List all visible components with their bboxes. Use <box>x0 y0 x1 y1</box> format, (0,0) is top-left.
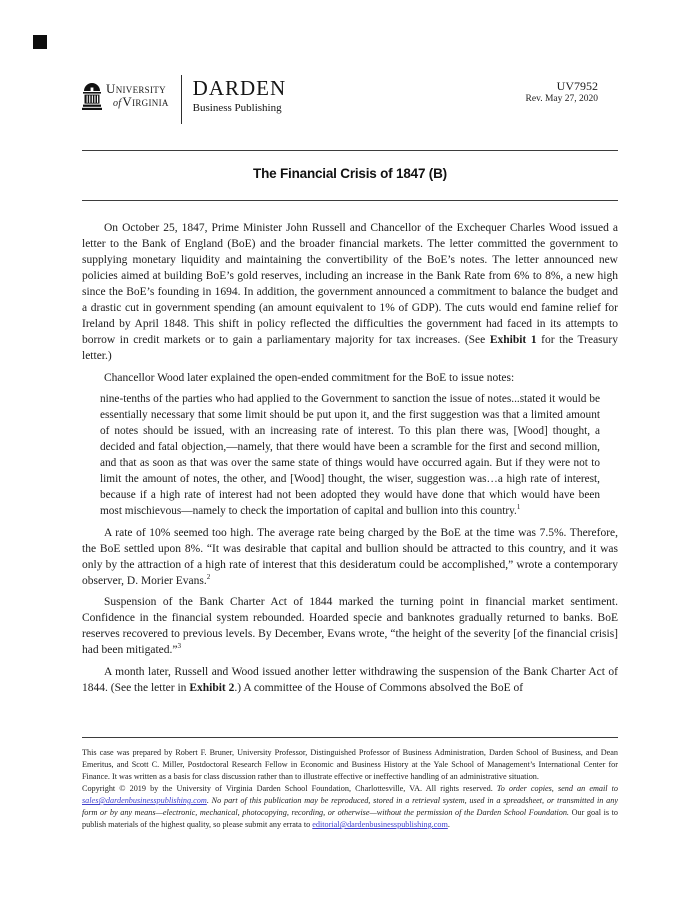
text-run: Chancellor Wood later explained the open-ended commitment for the BoE to issue notes: <box>104 371 515 384</box>
footnote-reference: 1 <box>516 503 521 512</box>
text-run: Copyright © 2019 by the University of Virginia Darden School Foundation, Charlottesville, VA. All rights reserved. <box>82 784 497 793</box>
text-run: . <box>447 820 450 829</box>
revision-date: Rev. May 27, 2020 <box>525 94 598 104</box>
text-run: nine-tenths of the parties who had applied to the Government to sanction the issue of notes...stated it would be essentially necessary that some limit should be put upon it, and the first suggestion was that a limited amount of notes should be issued, with an increasing rate of interest. To this plan there was, [Wood] thought, a decided and fatal objection,—namely, that there would have been a scramble for the first and second million, and that as soon as that was over the same state of things would have occurred again. But if they were not to limit the amount of notes, the other, and [Wood] thought, the wiser, suggestion was…a high rate of interest, because if a high rate of interest had not been adopted they would have done that which would have been most mischievous—namely to check the importation of capital and bullion into this country. <box>100 393 600 517</box>
preparer-note <box>82 747 618 783</box>
attribution-footer <box>82 747 618 831</box>
page-header <box>82 76 618 130</box>
paragraph-2 <box>82 370 618 386</box>
university-of-virginia-wordmark <box>106 82 169 109</box>
paragraph-4 <box>82 594 618 658</box>
text-run: This case was prepared by Robert F. Bruner, University Professor, Distinguished Professor of Business Administration, Darden School of Business, and Dean Emeritus, and Scott C. Miller, Postdoctoral Research Fellow in Economic and Business History at the Yale School of Management’s International Center for Finance. It was written as a basis for class discussion rather than to illustrate effective or ineffective handling of an administrative situation. <box>82 748 618 781</box>
text-run: On October 25, 1847, Prime Minister John Russell and Chancellor of the Exchequer Charles Wood issued a letter to the Bank of England (BoE) and the broader financial markets. The letter committed the government to supplying monetary liquidity and maintaining the convertibility of the BoE’s notes. The letter announced new policies aimed at building BoE’s gold reserves, including an increase in the Bank Rate from 6% to 8%, a new high since the BoE’s founding in 1694. In addition, the government announced a commitment to balance the budget and a drastic cut in government spending (an amount equivalent to 1% of GDP). The cuts would end famine relief for Ireland by April 1848. This shift in policy reflected the difficulties the government had faced in its attempts to borrow in credit markets or to gain a parliamentary majority for tax increases. (See <box>82 222 618 346</box>
wood-block-quote <box>100 391 600 519</box>
darden-name: DARDEN <box>192 76 287 100</box>
text-run: Exhibit 1 <box>489 334 537 346</box>
text-run: Suspension of the Bank Charter Act of 1844 marked the turning point in financial market sentiment. Confidence in the financial system rebounded. Hoarded specie and banknotes gradually returned to banks. BoE reserves recovered to previous levels. By December, Evans wrote, “the height of the severity [of the financial crisis] had been mitigated.” <box>82 596 618 656</box>
darden-wordmark <box>193 78 287 114</box>
uva-rotunda-logo-icon <box>82 79 102 115</box>
email-link[interactable]: sales@dardenbusinesspublishing.com <box>82 796 207 805</box>
of-word: of <box>113 98 122 110</box>
header-rule <box>82 150 618 151</box>
paragraph-3 <box>82 525 618 589</box>
text-run: for the Treasury letter.) <box>82 334 618 362</box>
text-run: Our goal is to publish materials of the highest quality, so please submit any errata to <box>82 808 618 829</box>
case-title: The Financial Crisis of 1847 (B) <box>253 166 447 181</box>
case-body <box>82 220 618 701</box>
darden-subtitle: Business Publishing <box>192 102 282 114</box>
text-run: A rate of 10% seemed too high. The average rate being charged by the BoE at the time was 7.5%. Therefore, the BoE settled upon 8%. “It was desirable that capital and bullion should be attracted to this country, and it was only by the attraction of a high rate of interest that this desideratum could be accomplished,” wrote a contemporary observer, D. Morier Evans. <box>82 526 618 587</box>
document-number: UV7952 <box>556 79 598 93</box>
text-run: .) A committee of the House of Commons absolved the BoE of <box>234 681 524 694</box>
email-link[interactable]: editorial@dardenbusinesspublishing.com <box>312 820 448 829</box>
footnote-reference: 2 <box>206 572 211 581</box>
university-word: University <box>106 81 166 96</box>
text-run: . No part of this publication may be reproduced, stored in a retrieval system, used in a spreadsheet, or transmitted in any form or by any means—electronic, mechanical, photocopying, recording, or otherwise—without the permission of the Darden School Foundation. <box>82 796 618 817</box>
footnote-reference: 3 <box>177 642 182 651</box>
text-run: A month later, Russell and Wood issued another letter withdrawing the suspension of the Bank Charter Act of 1844. (See the letter in <box>82 665 618 694</box>
document-info <box>526 79 598 106</box>
text-run: To order copies, send an email to <box>496 784 618 793</box>
title-rule <box>82 200 618 201</box>
paragraph-1 <box>82 220 618 364</box>
virginia-word: ofVirginia <box>113 94 169 110</box>
text-run: Exhibit 2 <box>189 681 235 694</box>
scan-artifact-square <box>33 35 47 49</box>
footnote-rule <box>82 737 618 738</box>
copyright-note <box>82 783 618 831</box>
header-vertical-divider <box>181 75 182 124</box>
paragraph-5 <box>82 664 618 696</box>
